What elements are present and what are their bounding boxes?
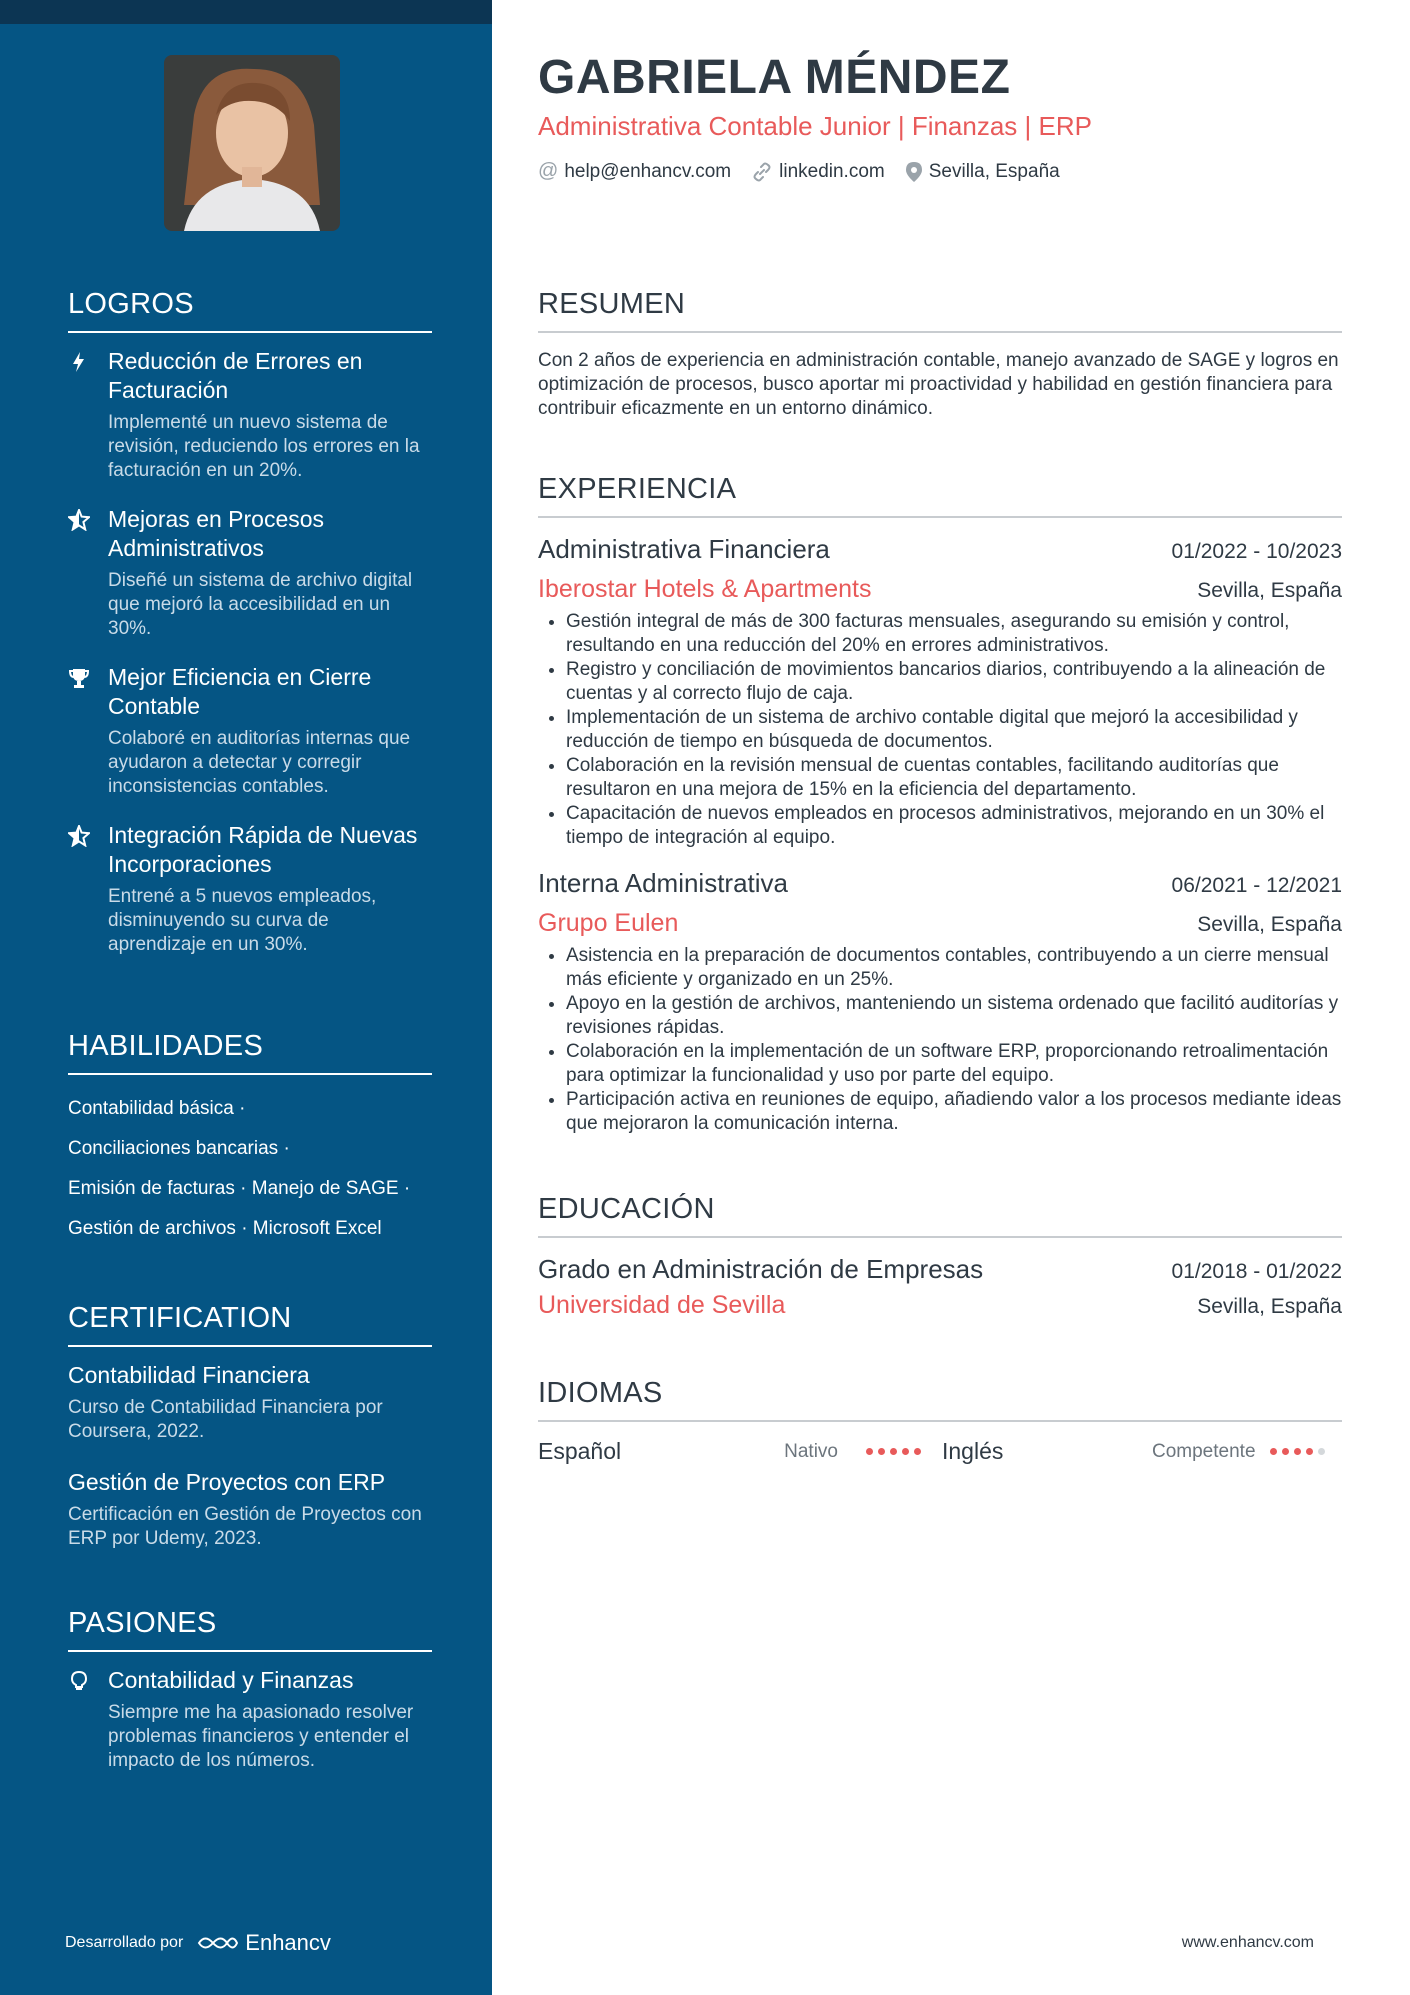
job-header-row xyxy=(538,534,1342,565)
candidate-name: GABRIELA MÉNDEZ xyxy=(538,51,1011,104)
lightbulb-icon xyxy=(68,1670,90,1692)
bolt-icon xyxy=(68,351,90,373)
language-item xyxy=(942,1438,1346,1465)
footer-label: Desarrollado por xyxy=(65,1934,184,1951)
achievement-item xyxy=(68,347,432,483)
level-dot xyxy=(914,1448,921,1455)
language-level: Nativo xyxy=(784,1440,838,1462)
skills-heading: HABILIDADES xyxy=(68,1030,432,1075)
level-dot xyxy=(1318,1448,1325,1455)
experience-section xyxy=(538,473,1342,1154)
level-dot xyxy=(1270,1448,1277,1455)
achievement-desc: Diseñé un sistema de archivo digital que mejoró la accesibilidad en un 30%. xyxy=(108,570,413,639)
star-half-icon xyxy=(68,509,90,531)
enhancv-logo[interactable] xyxy=(195,1930,331,1956)
job-company-row xyxy=(538,565,1342,604)
job-bullets xyxy=(538,944,1342,1136)
skill-line: Conciliaciones bancarias · xyxy=(68,1138,290,1159)
skill-line: Emisión de facturas · Manejo de SAGE · xyxy=(68,1178,411,1199)
job-bullet: • Capacitación de nuevos empleados en procesos administrativos, mejorando en un 30% el tiempo de integración al equipo. xyxy=(566,802,1342,850)
job-location: Sevilla, España xyxy=(1197,579,1342,602)
achievement-desc: Entrené a 5 nuevos empleados, disminuyendo su curva de aprendizaje en un 30%. xyxy=(108,886,377,955)
language-level-dots xyxy=(866,1448,942,1455)
link-icon xyxy=(751,161,773,183)
linkedin-text: linkedin.com xyxy=(779,160,885,182)
languages-section xyxy=(538,1377,1342,1465)
achievement-desc: Implementé un nuevo sistema de revisión, reduciendo los errores en la facturación en un 20%. xyxy=(108,412,420,481)
language-level-dots xyxy=(1270,1448,1346,1455)
achievement-title: Reducción de Errores en Facturación xyxy=(108,348,363,403)
profile-photo xyxy=(164,55,340,231)
job-dates: 06/2021 - 12/2021 xyxy=(1171,874,1342,897)
cert-title: Gestión de Proyectos con ERP xyxy=(68,1469,386,1495)
passions-heading: PASIONES xyxy=(68,1607,432,1652)
job-header-row xyxy=(538,868,1342,899)
achievement-desc: Colaboré en auditorías internas que ayudaron a detectar y corregir inconsistencias contables. xyxy=(108,728,411,797)
achievement-title: Integración Rápida de Nuevas Incorporaciones xyxy=(108,822,418,877)
language-item xyxy=(538,1438,942,1465)
job-company-row xyxy=(538,899,1342,938)
education-degree: Grado en Administración de Empresas xyxy=(538,1254,984,1284)
summary-text: Con 2 años de experiencia en administración contable, manejo avanzado de SAGE y logros en optimización de procesos, busco aportar mi proactividad y habilidad en gestión financiera para contribuir eficazmente en un entorno dinámico. xyxy=(538,350,1339,419)
job-bullets xyxy=(538,610,1342,850)
cert-title: Contabilidad Financiera xyxy=(68,1362,310,1388)
education-dates: 01/2018 - 01/2022 xyxy=(1171,1260,1342,1283)
languages-heading: IDIOMAS xyxy=(538,1377,1342,1422)
level-dot xyxy=(878,1448,885,1455)
job-bullet: • Asistencia en la preparación de documentos contables, contribuyendo a un cierre mensual más eficiente y organizado en un 25%. xyxy=(566,944,1342,992)
trophy-icon xyxy=(68,667,90,689)
location-pin-icon xyxy=(905,161,923,183)
sidebar xyxy=(0,0,492,1995)
level-dot xyxy=(866,1448,873,1455)
contact-linkedin[interactable] xyxy=(751,161,885,183)
summary-section xyxy=(538,288,1342,421)
contact-row xyxy=(538,160,1342,183)
level-dot xyxy=(1282,1448,1289,1455)
job-entry xyxy=(538,534,1342,850)
education-school: Universidad de Sevilla xyxy=(538,1291,786,1319)
job-title: Interna Administrativa xyxy=(538,868,789,898)
job-bullet: • Gestión integral de más de 300 facturas mensuales, asegurando su emisión y control, resultando en una reducción del 20% en errores administrativos. xyxy=(566,610,1342,658)
achievements-section xyxy=(68,288,432,979)
job-bullet: • Apoyo en la gestión de archivos, manteniendo un sistema ordenado que facilitó auditorías y revisiones rápidas. xyxy=(566,992,1342,1040)
job-company: Grupo Eulen xyxy=(538,909,679,937)
passion-item xyxy=(68,1666,432,1773)
header xyxy=(538,50,1342,183)
location-text: Sevilla, España xyxy=(928,160,1060,182)
language-name: Inglés xyxy=(942,1438,1004,1464)
star-half-icon xyxy=(68,825,90,847)
level-dot xyxy=(890,1448,897,1455)
cert-desc: Curso de Contabilidad Financiera por Coursera, 2022. xyxy=(68,1397,383,1442)
achievement-item xyxy=(68,505,432,641)
job-bullet: • Registro y conciliación de movimientos bancarios diarios, contribuyendo a la alineación de cuentas y al correcto flujo de caja. xyxy=(566,658,1342,706)
contact-email[interactable] xyxy=(538,160,731,183)
skill-line: Contabilidad básica · xyxy=(68,1098,246,1119)
language-name: Español xyxy=(538,1438,622,1464)
job-entry xyxy=(538,868,1342,1136)
certifications-section xyxy=(68,1302,432,1575)
passion-title: Contabilidad y Finanzas xyxy=(108,1667,354,1693)
job-bullet: • Colaboración en la implementación de un software ERP, proporcionando retroalimentación para optimizar la funcionalidad y uso por parte del equipo. xyxy=(566,1040,1342,1088)
cert-desc: Certificación en Gestión de Proyectos con ERP por Udemy, 2023. xyxy=(68,1504,422,1549)
summary-heading: RESUMEN xyxy=(538,288,1342,333)
sidebar-footer xyxy=(65,1930,331,1956)
skills-section xyxy=(68,1030,432,1249)
achievement-title: Mejor Eficiencia en Cierre Contable xyxy=(108,664,372,719)
candidate-headline: Administrativa Contable Junior | Finanzas | ERP xyxy=(538,111,1092,141)
skill-line: Gestión de archivos · Microsoft Excel xyxy=(68,1218,382,1239)
achievement-item xyxy=(68,821,432,957)
job-bullet: • Participación activa en reuniones de equipo, añadiendo valor a los procesos mediante ideas que mejoraron la comunicación interna. xyxy=(566,1088,1342,1136)
email-text: help@enhancv.com xyxy=(564,160,732,182)
sidebar-top-bar xyxy=(0,0,492,24)
level-dot xyxy=(1294,1448,1301,1455)
achievement-item xyxy=(68,663,432,799)
education-heading: EDUCACIÓN xyxy=(538,1193,1342,1238)
certifications-heading: CERTIFICATION xyxy=(68,1302,432,1347)
job-bullet: • Colaboración en la revisión mensual de cuentas contables, facilitando auditorías que resultaron en una mejora de 15% en la eficiencia del departamento. xyxy=(566,754,1342,802)
footer-url[interactable]: www.enhancv.com xyxy=(1181,1934,1314,1951)
at-icon: @ xyxy=(538,160,559,182)
education-location: Sevilla, España xyxy=(1197,1295,1342,1318)
passions-section xyxy=(68,1607,432,1795)
enhancv-logo-icon xyxy=(195,1932,239,1954)
achievements-heading: LOGROS xyxy=(68,288,432,333)
education-section xyxy=(538,1193,1342,1320)
contact-location xyxy=(905,161,1060,183)
job-bullet: • Implementación de un sistema de archivo contable digital que mejoró la accesibilidad y reducción de tiempo en búsqueda de documentos. xyxy=(566,706,1342,754)
language-level: Competente xyxy=(1152,1440,1256,1462)
job-company: Iberostar Hotels & Apartments xyxy=(538,575,872,603)
job-location: Sevilla, España xyxy=(1197,913,1342,936)
experience-heading: EXPERIENCIA xyxy=(538,473,1342,518)
passion-desc: Siempre me ha apasionado resolver problemas financieros y entender el impacto de los números. xyxy=(108,1702,414,1771)
enhancv-brand: Enhancv xyxy=(245,1930,331,1955)
level-dot xyxy=(1306,1448,1313,1455)
job-dates: 01/2022 - 10/2023 xyxy=(1171,540,1342,563)
job-title: Administrativa Financiera xyxy=(538,534,830,564)
level-dot xyxy=(902,1448,909,1455)
achievement-title: Mejoras en Procesos Administrativos xyxy=(108,506,325,561)
